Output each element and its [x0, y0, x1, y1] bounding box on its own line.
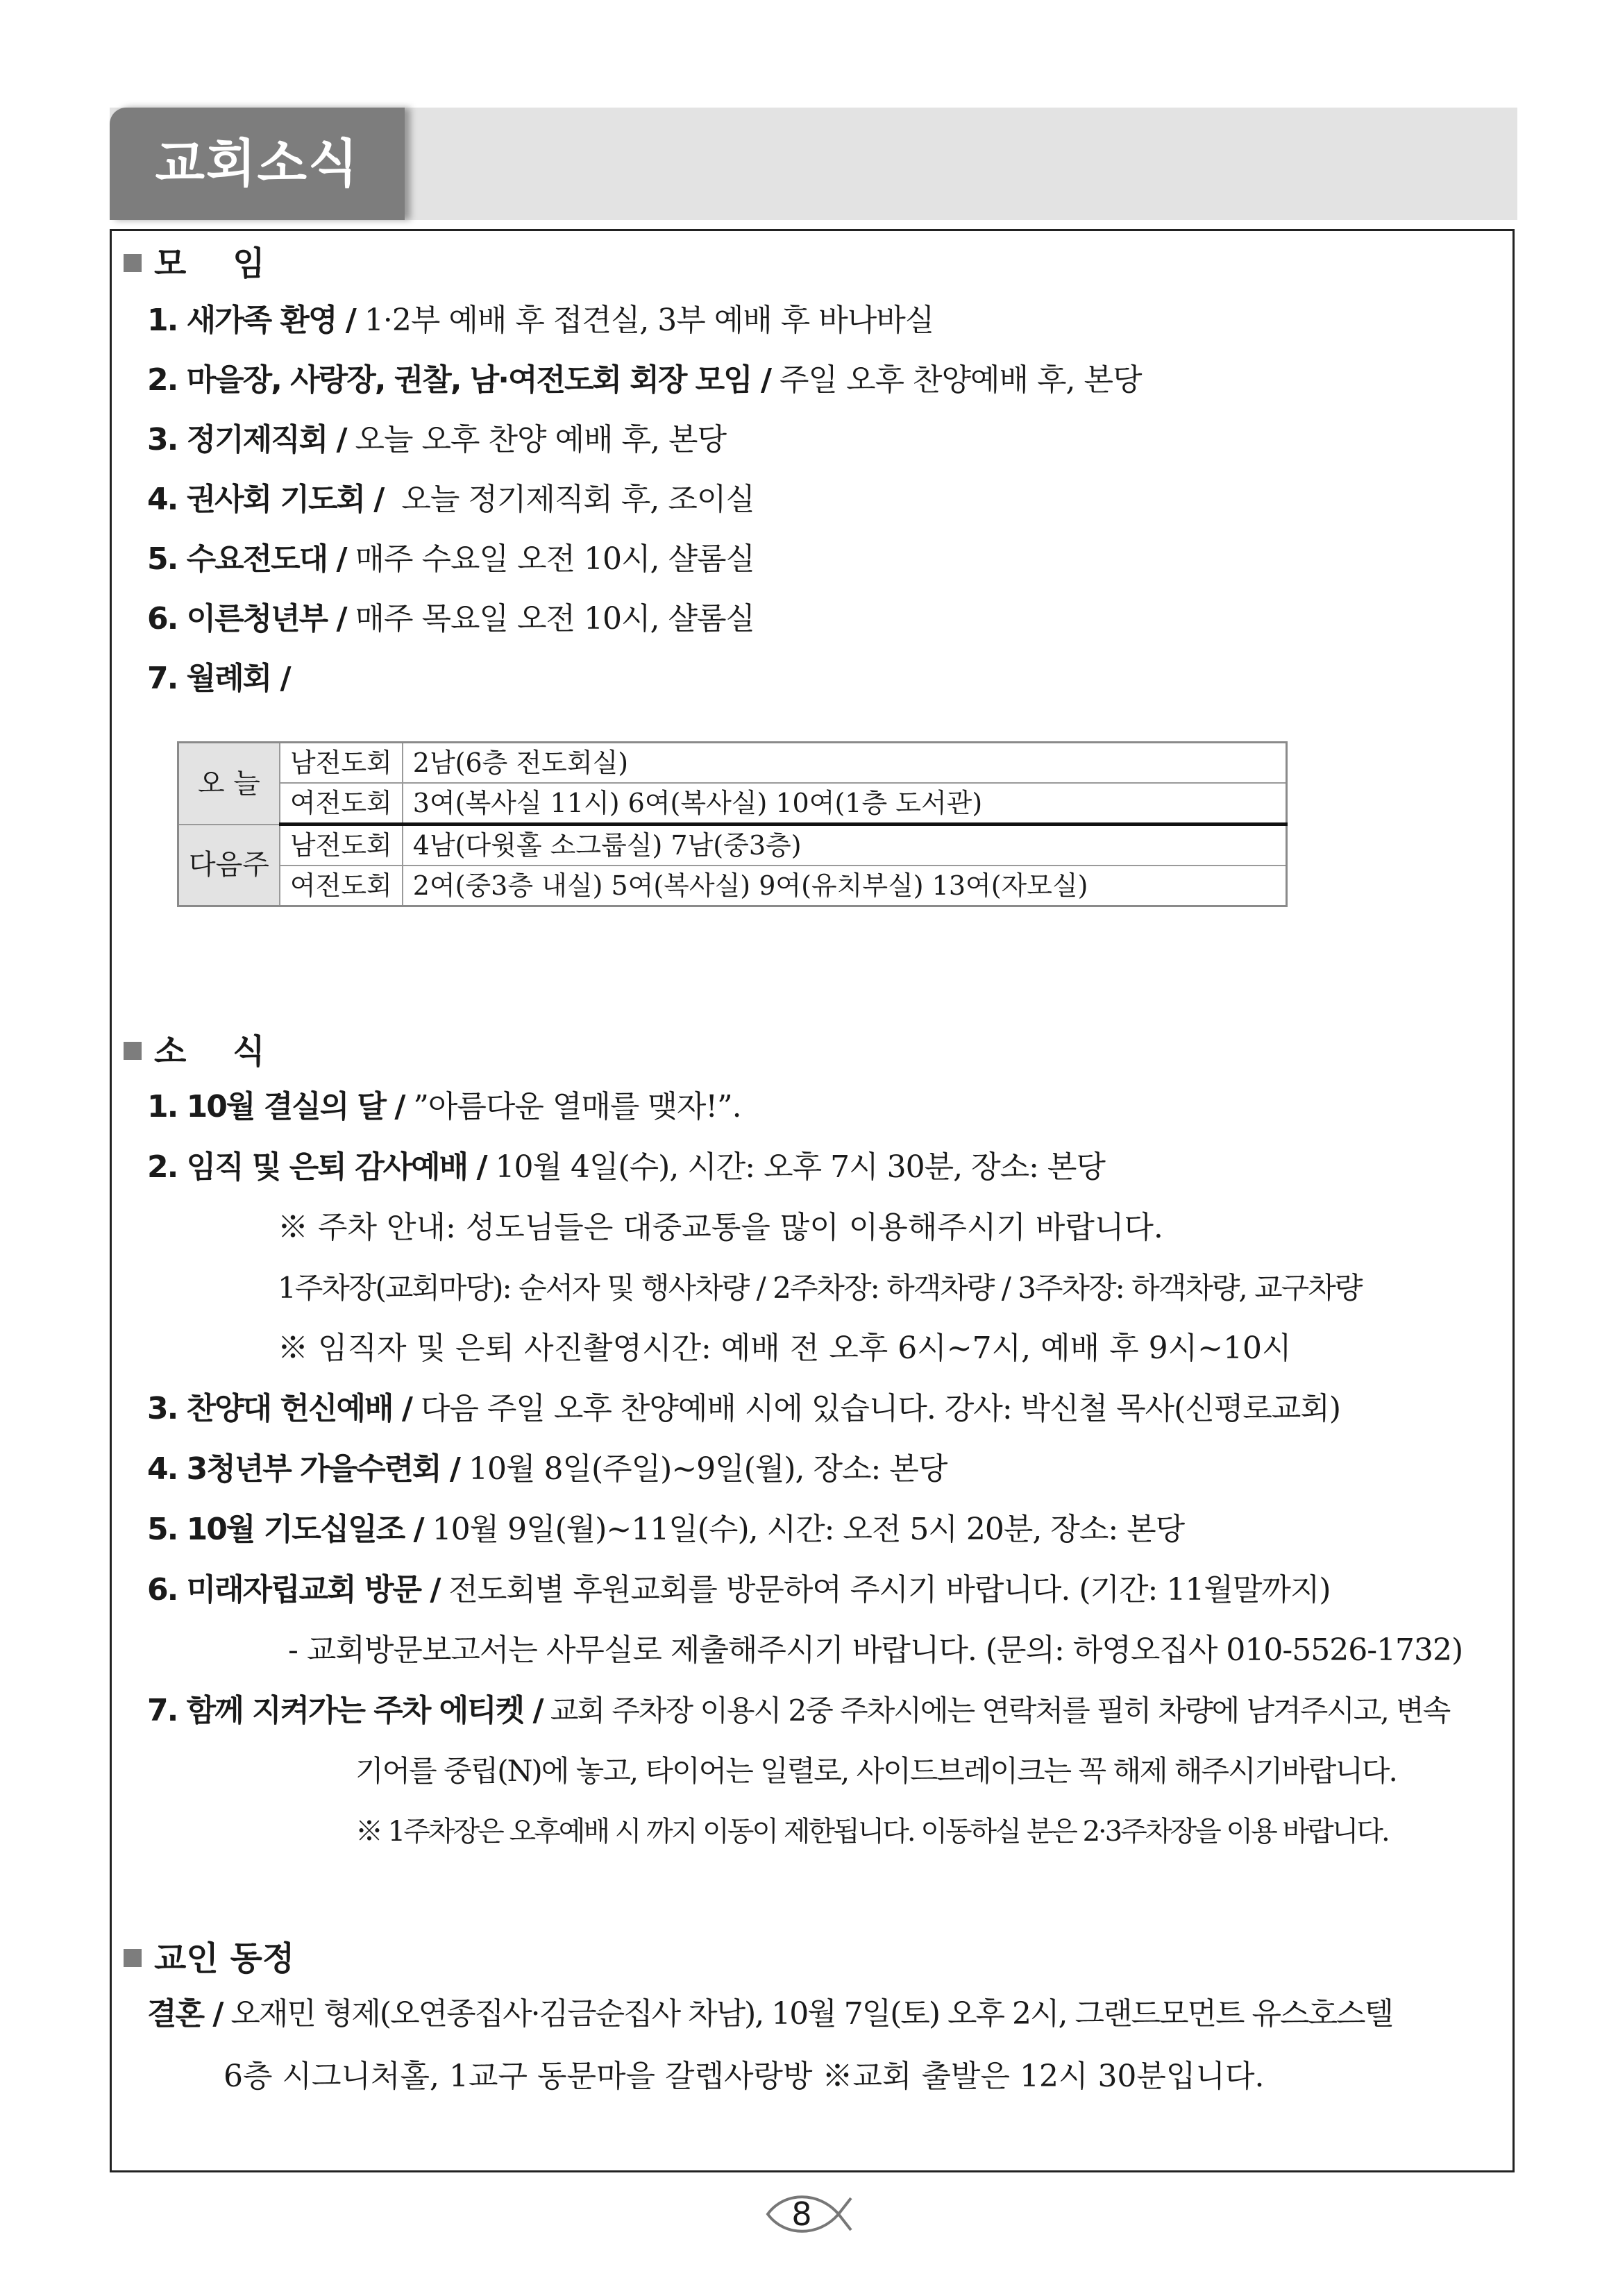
section-heading-members: 교인 동정 [124, 1938, 294, 1980]
table-row [178, 825, 1287, 866]
detail-cell: 4남(다윗홀 소그룹실) 7남(중3층) [403, 825, 1287, 866]
news-item-7-cont: 기어를 중립(N)에 놓고, 타이어는 일렬로, 사이드브레이크는 꼭 해제 해주시기바랍니다. [355, 1754, 1397, 1788]
news-item-6-note: - 교회방문보고서는 사무실로 제출해주시기 바랍니다. (문의: 하영오집사 010-5526-1732) [288, 1632, 1463, 1668]
table-row [178, 866, 1287, 906]
moim-item-1: 1. 새가족 환영 / 1·2부 예배 후 접견실, 3부 예배 후 바나바실 [147, 303, 934, 338]
news-item-5: 5. 10월 기도십일조 / 10월 9일(월)~11일(수), 시간: 오전 5시 20분, 장소: 본당 [147, 1512, 1185, 1547]
news-item-2-note-1: ※ 주차 안내: 성도님들은 대중교통을 많이 이용해주시기 바랍니다. [278, 1210, 1163, 1245]
group-cell: 여전도회 [280, 783, 403, 825]
monthly-meeting-table [177, 741, 1288, 907]
moim-item-2: 2. 마을장, 사랑장, 권찰, 남·여전도회 회장 모임 / 주일 오후 찬양예배 후, 본당 [147, 362, 1142, 398]
content-frame [110, 229, 1515, 2172]
square-bullet-icon [124, 1042, 142, 1060]
section-heading-moim: 모 임 [124, 243, 265, 285]
detail-cell: 2여(중3층 내실) 5여(복사실) 9여(유치부실) 13여(자모실) [403, 866, 1287, 906]
detail-cell: 2남(6층 전도회실) [403, 743, 1287, 784]
news-item-7-note: ※ 1주차장은 오후예배 시 까지 이동이 제한됩니다. 이동하실 분은 2·3주차장을 이용 바랍니다. [355, 1816, 1388, 1848]
section-heading-news: 소 식 [124, 1031, 265, 1072]
news-item-2-note-3: ※ 임직자 및 은퇴 사진촬영시간: 예배 전 오후 6시~7시, 예배 후 9시~10시 [278, 1331, 1292, 1366]
moim-item-4: 4. 권사회 기도회 / 오늘 정기제직회 후, 조이실 [147, 482, 755, 517]
group-cell: 여전도회 [280, 866, 403, 906]
news-item-1: 1. 10월 결실의 달 / ”아름다운 열매를 맺자!”. [147, 1089, 741, 1124]
group-cell: 남전도회 [280, 743, 403, 784]
news-item-7: 7. 함께 지켜가는 주차 에티켓 / 교회 주차장 이용시 2중 주차시에는 연락처를 필히 차량에 남겨주시고, 변속 [147, 1693, 1450, 1728]
page-title: 교회소식 [110, 108, 405, 220]
members-wedding-cont: 6층 시그니처홀, 1교구 동문마을 갈렙사랑방 ※교회 출발은 12시 30분입니다. [224, 2059, 1265, 2094]
today-label: 오 늘 [178, 743, 280, 825]
moim-item-7: 7. 월례회 / [147, 661, 290, 696]
news-item-2-note-2: 1주차장(교회마당): 순서자 및 행사차량 / 2주차장: 하객차량 / 3주차장: 하객차량, 교구차량 [278, 1271, 1362, 1305]
page-number [764, 2183, 854, 2245]
square-bullet-icon [124, 1949, 142, 1967]
table-row [178, 743, 1287, 784]
news-item-2: 2. 임직 및 은퇴 감사예배 / 10월 4일(수), 시간: 오후 7시 30분, 장소: 본당 [147, 1149, 1105, 1185]
members-wedding: 결혼 / 오재민 형제(오연종집사·김금순집사 차남), 10월 7일(토) 오후 2시, 그랜드모먼트 유스호스텔 [147, 1996, 1393, 2032]
square-bullet-icon [124, 254, 142, 272]
news-item-4: 4. 3청년부 가을수련회 / 10월 8일(주일)~9일(월), 장소: 본당 [147, 1451, 947, 1487]
next-week-label: 다음주 [178, 825, 280, 906]
moim-item-5: 5. 수요전도대 / 매주 수요일 오전 10시, 샬롬실 [147, 541, 755, 577]
moim-item-6: 6. 이른청년부 / 매주 목요일 오전 10시, 샬롬실 [147, 601, 755, 636]
table-row [178, 783, 1287, 825]
moim-item-3: 3. 정기제직회 / 오늘 오후 찬양 예배 후, 본당 [147, 422, 727, 457]
news-item-6: 6. 미래자립교회 방문 / 전도회별 후원교회를 방문하여 주시기 바랍니다. (기간: 11월말까지) [147, 1572, 1331, 1607]
news-item-3: 3. 찬양대 헌신예배 / 다음 주일 오후 찬양예배 시에 있습니다. 강사: 박신철 목사(신평로교회) [147, 1391, 1341, 1426]
group-cell: 남전도회 [280, 825, 403, 866]
page-number-text: 8 [791, 2195, 812, 2233]
detail-cell: 3여(복사실 11시) 6여(복사실) 10여(1층 도서관) [403, 783, 1287, 825]
